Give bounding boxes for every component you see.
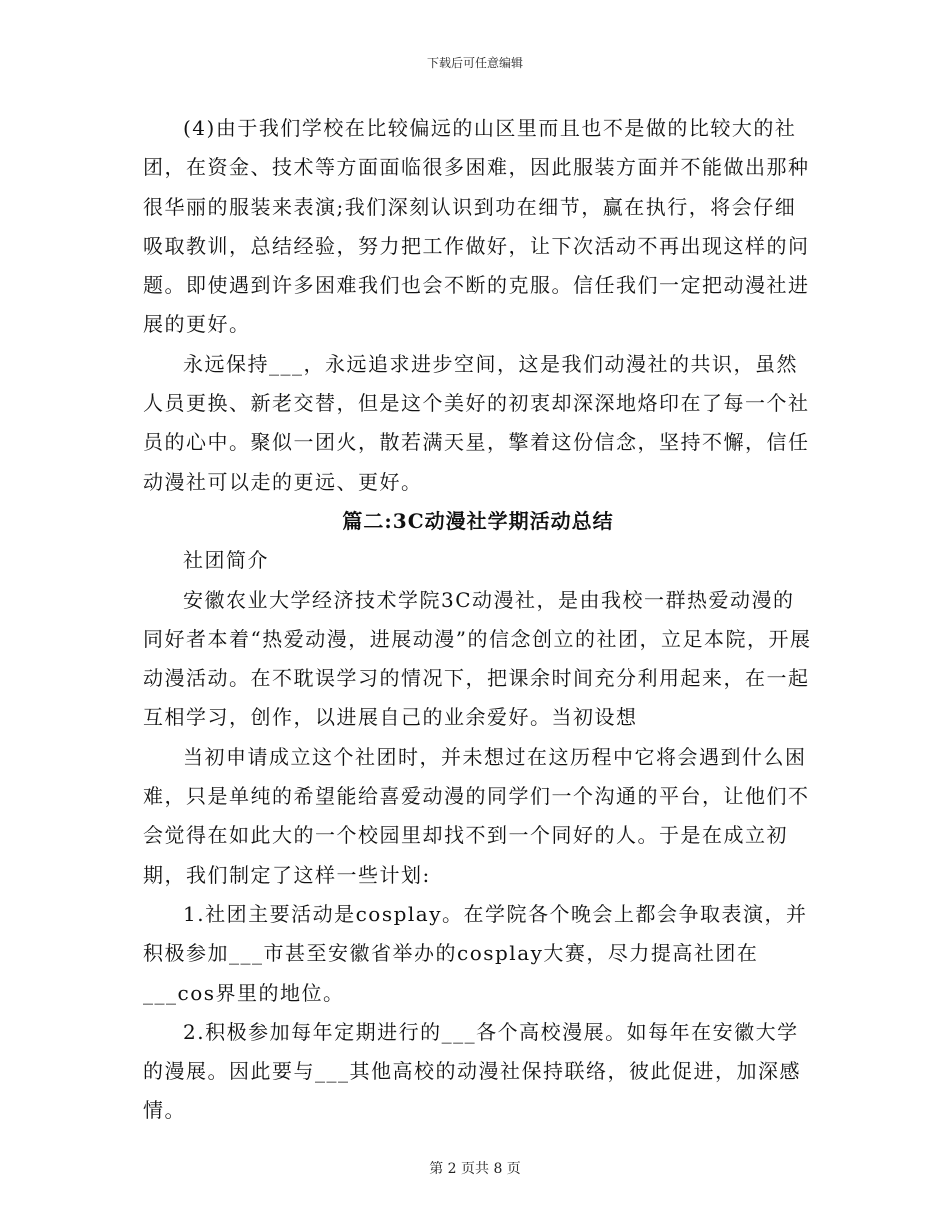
page-header: 下载后可任意编辑 (426, 56, 523, 70)
paragraph: 当初申请成立这个社团时，并未想过在这历程中它将会遇到什么困难，只是单纯的希望能给喜爱动漫的同学们一个沟通的平台，让他们不会觉得在如此大的一个校园里却找不到一个同好的人。于是在成立初期，我们制定了这样一些计划: (143, 744, 810, 887)
paragraph: 永远保持___，永远追求进步空间，这是我们动漫社的共识，虽然人员更换、新老交替，但是这个美好的初衷却深深地烙印在了每一个社员的心中。聚似一团火，散若满天星，擎着这份信念，坚持不懈，信任动漫社可以走的更远、更好。 (143, 351, 810, 494)
list-item: 2.积极参加每年定期进行的___各个高校漫展。如每年在安徽大学的漫展。因此要与___其他高校的动漫社保持联络，彼此促进，加深感情。 (143, 1019, 801, 1123)
section-title: 篇二:3C动漫社学期活动总结 (342, 508, 614, 533)
document-body (143, 109, 813, 1131)
section-heading: 社团简介 (183, 548, 269, 573)
paragraph: 安徽农业大学经济技术学院3C动漫社，是由我校一群热爱动漫的同好者本着“热爱动漫，进展动漫”的信念创立的社团，立足本院，开展动漫活动。在不耽误学习的情况下，把课余时间充分利用起来，在一起互相学习，创作，以进展自己的业余爱好。当初设想 (143, 587, 812, 730)
page-footer: 第 2 页共 8 页 (429, 1161, 521, 1177)
paragraph: (4)由于我们学校在比较偏远的山区里而且也不是做的比较大的社团，在资金、技术等方面面临很多困难，因此服装方面并不能做出那种很华丽的服装来表演;我们深刻认识到功在细节，赢在执行，将会仔细吸取教训，总结经验，努力把工作做好，让下次活动不再出现这样的问题。即使遇到许多困难我们也会不断的克服。信任我们一定把动漫社进展的更好。 (143, 116, 810, 337)
list-item: 1.社团主要活动是cosplay。在学院各个晚会上都会争取表演，并积极参加___市甚至安徽省举办的cosplay大赛，尽力提高社团在___cos界里的地位。 (143, 901, 808, 1005)
